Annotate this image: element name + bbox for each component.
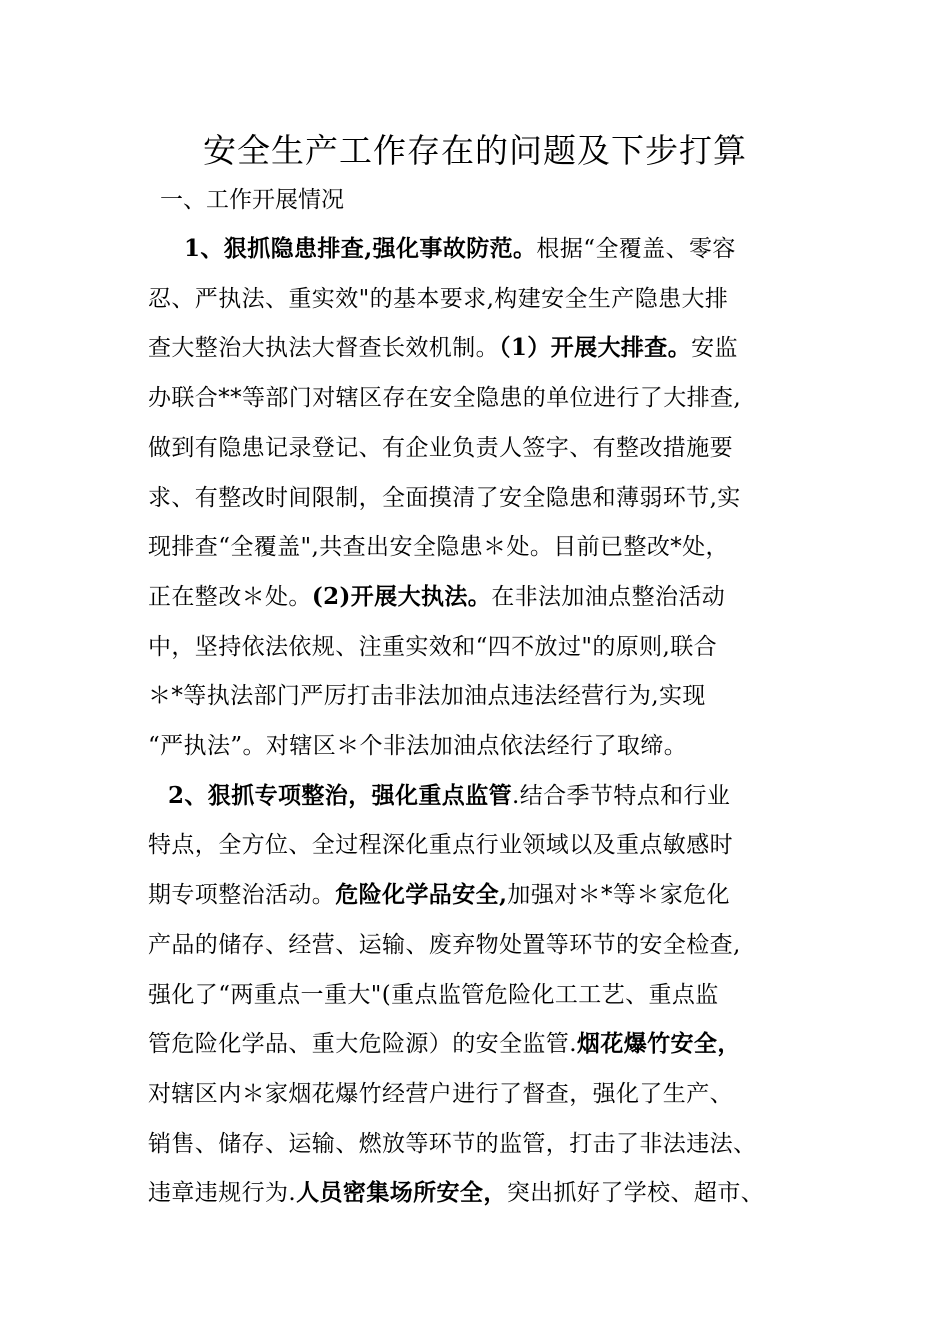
bold-text-segment: 人员密集场所安全， <box>296 1179 507 1206</box>
paragraph-line <box>148 328 828 368</box>
text-segment: 正在整改＊处。 <box>148 584 312 610</box>
text-segment: 安监 <box>691 335 738 361</box>
text-segment: 做到有隐患记录登记、有企业负责人签字、有整改措施要 <box>148 435 733 461</box>
text-segment: 根据“全覆盖、零容 <box>536 236 736 262</box>
paragraph-line <box>148 1074 828 1114</box>
text-segment: 在非法加油点整治活动 <box>491 584 726 610</box>
bold-text-segment: 烟花爆竹安全， <box>576 1030 741 1057</box>
paragraph-line <box>148 1173 828 1213</box>
paragraph-line <box>148 1124 828 1164</box>
text-segment: 突出抓好了学校、超市、 <box>506 1180 765 1206</box>
bold-text-segment: (2)开展大执法。 <box>311 583 492 610</box>
text-segment: 中，坚持依法依规、注重实效和“四不放过"的原则,联合 <box>148 634 718 660</box>
bold-text-segment: 1、狠抓隐患排查,强化事故防范。 <box>184 235 537 262</box>
paragraph-line <box>148 825 828 865</box>
paragraph-line <box>168 776 848 816</box>
bold-text-segment: 2、狠抓专项整治，强化重点监管 <box>168 782 513 809</box>
text-segment: 现排查“全覆盖",共查出安全隐患＊处。目前已整改*处， <box>148 534 729 560</box>
paragraph-line <box>148 1024 828 1064</box>
text-segment: 查大整治大执法大督查长效机制。 <box>148 335 499 361</box>
text-segment: .结合季节特点和行业 <box>512 783 731 809</box>
text-segment: 销售、储存、运输、燃放等环节的监管，打击了非法违法、 <box>148 1131 757 1157</box>
text-segment: 特点，全方位、全过程深化重点行业领域以及重点敏感时 <box>148 832 733 858</box>
paragraph-line <box>148 726 828 766</box>
text-segment: 管危险化学品、重大危险源）的安全监管. <box>148 1031 577 1057</box>
paragraph-line <box>148 627 828 667</box>
paragraph-line <box>148 428 828 468</box>
text-segment: 加强对＊*等＊家危化 <box>507 882 730 908</box>
text-segment: 对辖区内＊家烟花爆竹经营户进行了督查，强化了生产、 <box>148 1081 733 1107</box>
text-segment: 强化了“两重点一重大"(重点监管危险化工工艺、重点监 <box>148 982 719 1008</box>
paragraph-line <box>148 925 828 965</box>
paragraph-line <box>184 229 864 269</box>
text-segment: 办联合**等部门对辖区存在安全隐患的单位进行了大排查, <box>148 385 742 411</box>
bold-text-segment: （1）开展大排查。 <box>499 334 692 361</box>
bold-text-segment: 危险化学品安全, <box>335 881 508 908</box>
paragraph-line <box>148 279 828 319</box>
text-segment: “严执法”。对辖区＊个非法加油点依法经行了取缔。 <box>148 733 688 759</box>
paragraph-line <box>148 378 828 418</box>
paragraph-line <box>148 478 828 518</box>
section-heading: 一、工作开展情况 <box>160 187 344 213</box>
text-segment: 求、有整改时间限制，全面摸清了安全隐患和薄弱环节,实 <box>148 485 741 511</box>
text-segment: 违章违规行为. <box>148 1180 297 1206</box>
paragraph-line <box>148 875 828 915</box>
text-segment: 期专项整治活动。 <box>148 882 336 908</box>
paragraph-line <box>148 975 828 1015</box>
text-segment: 忍、严执法、重实效"的基本要求,构建安全生产隐患大排 <box>148 286 729 312</box>
document-title: 安全生产工作存在的问题及下步打算 <box>203 131 747 170</box>
text-segment: 产品的储存、经营、运输、废弃物处置等环节的安全检查, <box>148 932 741 958</box>
paragraph-line <box>148 676 828 716</box>
paragraph-line <box>148 527 828 567</box>
text-segment: ＊*等执法部门严厉打击非法加油点违法经营行为,实现 <box>148 683 706 709</box>
paragraph-line <box>148 577 828 617</box>
